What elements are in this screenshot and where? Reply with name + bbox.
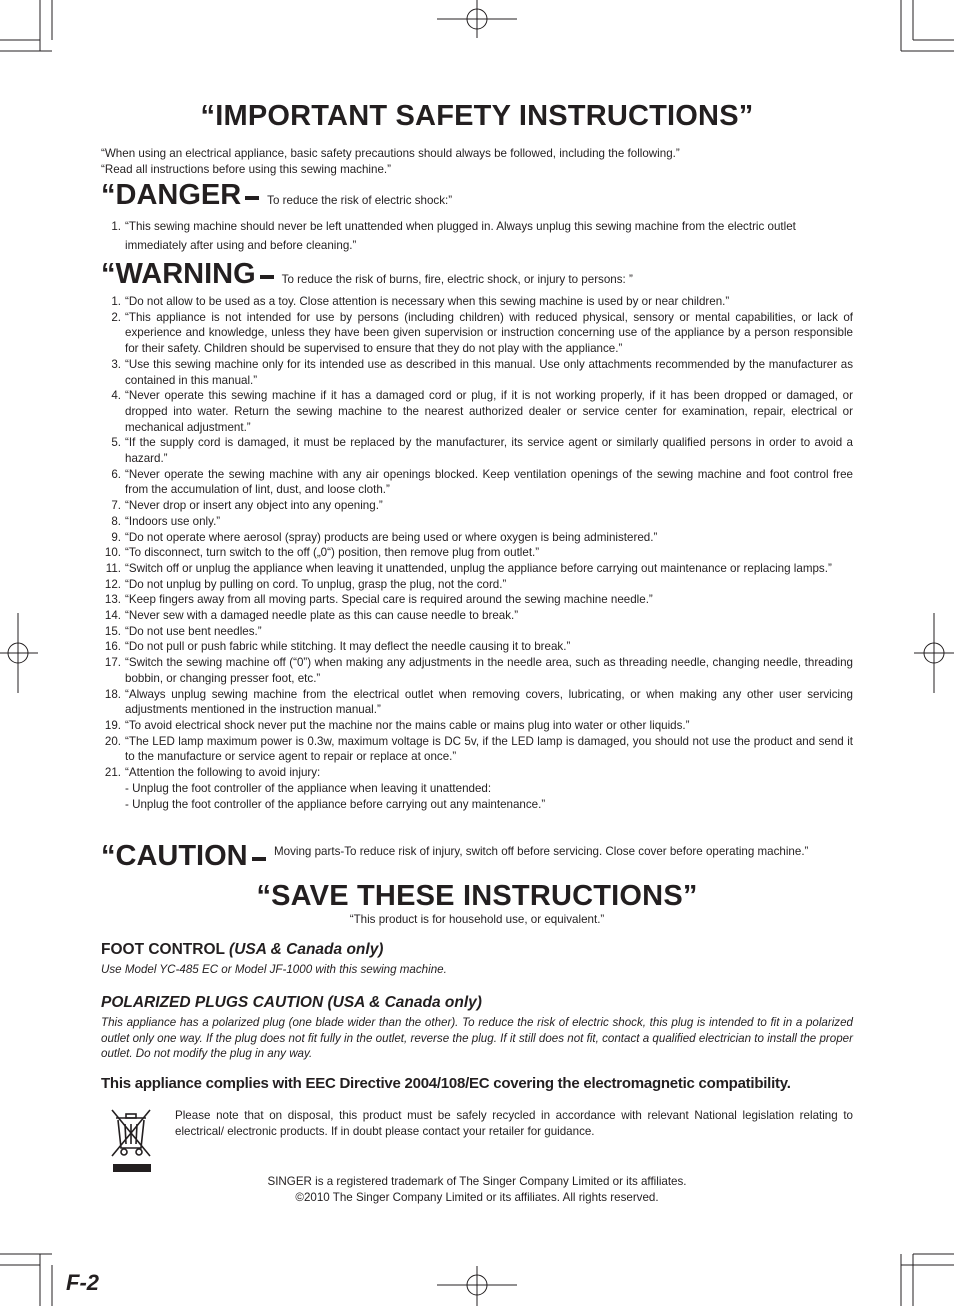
item-number: 21. (104, 766, 121, 780)
list-item (100, 435, 853, 466)
crossed-out-wheelie-bin-icon (108, 1106, 156, 1176)
list-item (100, 530, 853, 546)
item-number: 18. (104, 687, 121, 701)
item-number: 7. (111, 499, 121, 513)
list-item (100, 545, 853, 561)
item-text: “This sewing machine should never be left unattended when plugged in. Always unplug this sewing machine from the electric outlet immediately after using and before cleaning.” (125, 220, 796, 252)
warning-text: To reduce the risk of burns, fire, electric shock, or injury to persons: ” (281, 273, 633, 286)
item-number-spacer (100, 781, 125, 797)
danger-label: “DANGER (101, 179, 242, 211)
item-number: 19. (104, 718, 121, 732)
item-text: “Do not operate where aerosol (spray) products are being used or where oxygen is being administered.” (125, 530, 658, 544)
item-text: “Do not pull or push fabric while stitching. It may deflect the needle causing it to break.” (125, 640, 571, 654)
item-text: “Use this sewing machine only for its intended use as described in this manual. Use only attachments recommended by the manufacturer as contained in this manual.” (125, 357, 853, 387)
item-text: “Indoors use only.” (125, 514, 221, 528)
list-item (100, 624, 853, 640)
caution-label: “CAUTION (101, 840, 248, 872)
list-item (100, 718, 853, 734)
item-number: 16. (104, 640, 121, 654)
item-number-spacer (100, 797, 125, 813)
item-text: “If the supply cord is damaged, it must be replaced by the manufacturer, its service agent or similarly qualified persons in order to avoid a hazard.” (125, 436, 853, 466)
list-item (100, 498, 853, 514)
item-number: 11. (105, 561, 121, 575)
item-text: “Never operate this sewing machine if it has a damaged cord or plug, if it is not working properly, if it has been dropped or damaged, or dropped into water. Return the sewing machine to the nearest authorized dealer or service center for examination, repair, electrical or mechanical adjustment.” (125, 389, 853, 434)
footer-trademark: SINGER is a registered trademark of The Singer Company Limited or its affiliates. (267, 1175, 687, 1188)
list-item (100, 765, 853, 781)
warning-heading (101, 258, 633, 291)
heading-dash (252, 857, 266, 861)
heading-dash (245, 196, 259, 200)
list-item (100, 217, 853, 255)
list-item (100, 388, 853, 435)
item-number: 6. (111, 467, 121, 481)
list-item (100, 310, 853, 357)
item-number: 13. (104, 593, 121, 607)
danger-text: To reduce the risk of electric shock:” (267, 194, 453, 207)
list-item (100, 561, 853, 577)
item-number: 12. (104, 577, 121, 591)
sub-item-text: - Unplug the foot controller of the appliance when leaving it unattended: (125, 781, 492, 795)
list-item (100, 467, 853, 498)
danger-heading (101, 179, 452, 212)
save-title: “SAVE THESE INSTRUCTIONS” (256, 880, 698, 912)
item-text: “This appliance is not intended for use by persons (including children) with reduced physical, sensory or mental capabilities, or lack of experience and knowledge, unless they have been given supervision or instruction concerning use of the appliance by a person responsible for their safety. Children should be supervised to ensure that they do not play with the appliance.” (125, 310, 853, 356)
item-text: “The LED lamp maximum power is 0.3w, maximum voltage is DC 5v, if the LED lamp is damaged, you should not use the product and send it to the manufacture or service agent to repair or replace at once.” (125, 734, 853, 764)
item-number: 17. (104, 656, 121, 670)
list-item (100, 639, 853, 655)
warning-list (100, 294, 853, 812)
item-number: 1. (111, 220, 121, 233)
item-number: 1. (111, 295, 121, 308)
intro-line: “Read all instructions before using this sewing machine.” (101, 163, 391, 176)
danger-list (100, 217, 853, 255)
item-text: “Switch off or unplug the appliance when leaving it unattended, unplug the appliance before carrying out maintenance or replacing lamps.” (125, 561, 832, 575)
list-item (100, 592, 853, 608)
caution-text: Moving parts-To reduce risk of injury, switch off before servicing. Close cover before operating machine.” (274, 845, 809, 858)
list-item (100, 577, 853, 593)
intro-line: “When using an electrical appliance, basic safety precautions should always be followed, including the following.” (101, 147, 680, 160)
item-number: 2. (111, 310, 121, 324)
page-title: “IMPORTANT SAFETY INSTRUCTIONS” (200, 100, 754, 132)
item-text: “Never drop or insert any object into any opening.” (125, 499, 383, 513)
item-text: “Do not unplug by pulling on cord. To unplug, grasp the plug, not the cord.” (125, 577, 507, 591)
item-text: “To disconnect, turn switch to the off („0“) position, then remove plug from outlet.” (125, 546, 540, 560)
foot-control-title: FOOT CONTROL (101, 941, 225, 958)
heading-dash (260, 275, 274, 279)
footer (0, 1174, 954, 1206)
footer-copyright: ©2010 The Singer Company Limited or its affiliates. All rights reserved. (295, 1191, 659, 1204)
polarized-heading: POLARIZED PLUGS CAUTION (USA & Canada only) (101, 994, 482, 1011)
foot-control-note: (USA & Canada only) (229, 941, 384, 958)
list-item (100, 357, 853, 388)
item-number: 14. (104, 609, 121, 623)
item-text: “Always unplug sewing machine from the electrical outlet when removing covers, lubricating, or when making any other user servicing adjustments mentioned in the instruction manual.” (125, 687, 853, 717)
item-text: “Keep fingers away from all moving parts. Special care is required around the sewing machine needle.” (125, 593, 653, 607)
item-text: “Switch the sewing machine off (“0”) when making any adjustments in the needle area, such as threading needle, changing needle, threading bobbin, or changing presser foot, etc.” (125, 656, 853, 685)
item-number: 8. (111, 514, 121, 528)
page-number: F-2 (66, 1270, 99, 1295)
item-number: 15. (104, 624, 121, 638)
list-item (100, 514, 853, 530)
item-text: “Do not allow to be used as a toy. Close attention is necessary when this sewing machine is used by or near children.” (125, 295, 730, 308)
sub-item-text: - Unplug the foot controller of the appliance before carrying out any maintenance.” (125, 797, 546, 811)
item-number: 3. (111, 357, 121, 371)
polarized-text: This appliance has a polarized plug (one blade wider than the other). To reduce the risk of electric shock, this plug is intended to fit in a polarized outlet only one way. If the plug does not fit fully in the outlet, reverse the plug. If it still does not fit, contact a qualified electrician to install the proper outlet. Do not modify the plug in any way. (101, 1016, 853, 1060)
list-sub-item (100, 797, 853, 813)
list-item (100, 687, 853, 718)
disposal-text: Please note that on disposal, this product must be safely recycled in accordance with relevant National legislation relating to electrical/ electronic products. If in doubt please contact your retailer for guidance. (175, 1109, 853, 1138)
list-item (100, 294, 853, 310)
foot-control-heading (101, 941, 383, 959)
item-text: “Never sew with a damaged needle plate as this can cause needle to break.” (125, 609, 519, 623)
item-text: “Never operate the sewing machine with any air openings blocked. Keep ventilation openings of the sewing machine and foot control free from the accumulation of lint, dust, and loose cloth.” (125, 467, 853, 497)
foot-control-text: Use Model YC-485 EC or Model JF-1000 with this sewing machine. (101, 963, 447, 976)
intro-text (101, 146, 680, 178)
item-number: 20. (104, 734, 121, 748)
item-text: “Attention the following to avoid injury: (125, 766, 321, 780)
item-text: “To avoid electrical shock never put the machine nor the mains cable or mains plug into water or other liquids.” (125, 718, 690, 732)
item-number: 9. (111, 530, 121, 544)
list-item (100, 608, 853, 624)
item-number: 4. (111, 389, 121, 403)
warning-label: “WARNING (101, 258, 256, 290)
list-item (100, 655, 853, 686)
item-number: 10. (104, 546, 121, 560)
item-text: “Do not use bent needles.” (125, 624, 262, 638)
caution-heading (101, 840, 274, 873)
list-sub-item (100, 781, 853, 797)
save-subtitle: “This product is for household use, or equivalent.” (349, 913, 605, 926)
eec-statement: This appliance complies with EEC Directive 2004/108/EC covering the electromagnetic compatibility. (101, 1075, 791, 1092)
list-item (100, 734, 853, 765)
item-number: 5. (111, 436, 121, 450)
